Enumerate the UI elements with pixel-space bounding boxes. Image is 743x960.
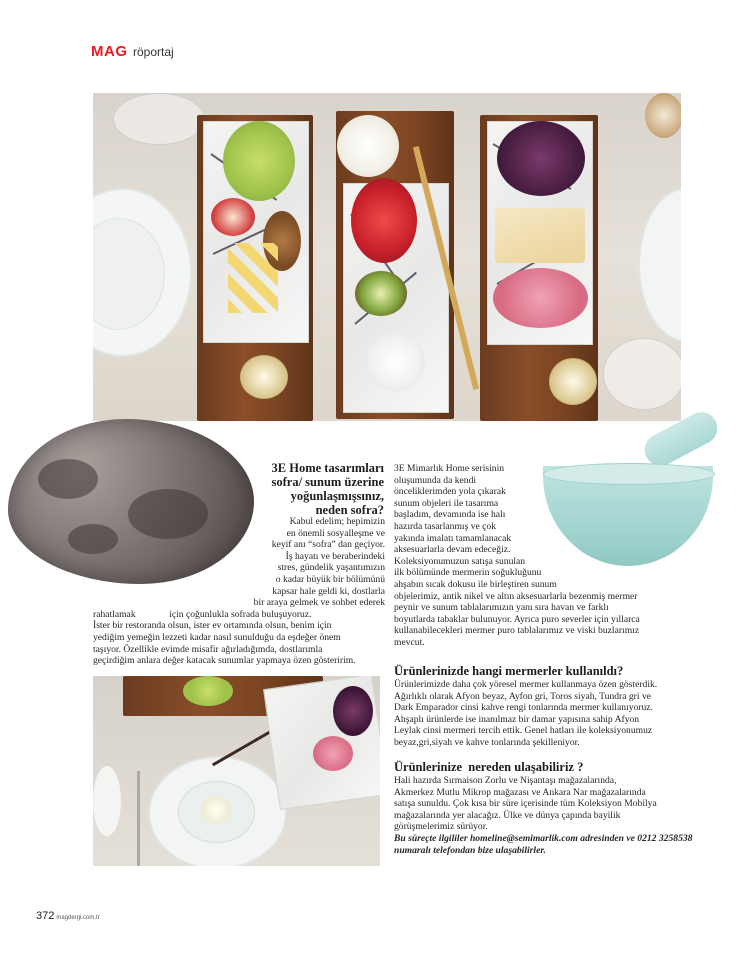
- bell-jar-3: [549, 358, 597, 405]
- intro-line: oluşumunda da kendi: [394, 474, 477, 486]
- answer-1-line: stres, gündelik yaşantımızın: [277, 562, 385, 574]
- answer-3-line: görüşmelerimiz sürüyor.: [394, 821, 488, 833]
- intro-line: sunum objeleri ile tasarıma: [394, 497, 499, 509]
- answer-1-line: en önemli sosyalleşme ve: [286, 527, 385, 539]
- grapes-green-small: [183, 676, 233, 706]
- intro-line: peynir ve sunum tablalarımızın yanı sıra havan ve farklı: [394, 602, 609, 614]
- answer-1-line: yediğim yemeğin lezzeti kadar nasıl sunulduğu da eşdeğer önem: [93, 631, 341, 643]
- grapes-green: [223, 121, 295, 201]
- page-number: 372: [36, 910, 55, 922]
- cheese-cubes: [228, 243, 278, 313]
- intro-line: hazırda tasarlanmış ve çok: [394, 520, 497, 532]
- answer-1-line: keyif anı “sofra” dan geçiyor.: [271, 539, 385, 551]
- answer-2-line: beyaz,gri,siyah ve kahve tonlarında şekilleniyor.: [394, 736, 580, 748]
- yogurt-bowl: [337, 115, 399, 177]
- site-url: magdergi.com.tr: [56, 915, 100, 921]
- answer-1-line: rahatlamak için çoğunlukla sofrada buluşuyoruz.: [93, 608, 312, 620]
- section-label: röportaj: [133, 45, 174, 59]
- agate-coaster: [645, 93, 681, 138]
- question-1: [256, 461, 384, 517]
- answer-3-line: satışa sunuldu. Çok kısa bir süre içerisinde tüm Koleksiyon Mobilya: [394, 798, 657, 810]
- answer-1-line: İş hayatı ve beraberindeki: [285, 550, 385, 562]
- question-1-line: 3E Home tasarımları: [271, 461, 384, 475]
- bell-jar-1: [240, 355, 288, 399]
- page-folio: [36, 910, 100, 922]
- napkin: [93, 766, 121, 836]
- answer-2-line: Ahşaplı ürünlerde ise inanılmaz bir damar yapısına sahip Afyon: [394, 713, 640, 725]
- intro-line: 3E Mimarlık Home serisinin: [394, 463, 505, 474]
- answer-1-line: geçirdiğim anlara değer katacak sunumlar yapmaya özen gösteririm.: [93, 655, 356, 667]
- intro-line: başladım, devamında ise halı: [394, 509, 506, 521]
- glass-left: [113, 93, 205, 145]
- answer-1-line: taşıyor. Özellikle evimde misafir ağırladığımda, dostlarımla: [93, 643, 323, 655]
- question-1-line: sofra/ sunum üzerine: [271, 475, 384, 489]
- answer-1-line: İster bir restoranda olsun, ister ev ortamında olsun, benim için: [93, 620, 332, 632]
- grapes-red-small: [333, 686, 373, 736]
- question-1-line: yoğunlaşmışsınız,: [290, 489, 384, 503]
- answer-2: [394, 679, 699, 749]
- intro-line: yakında imalatı tamamlanacak: [394, 532, 512, 544]
- stone-texture: [38, 459, 98, 499]
- glass-right: [603, 338, 681, 410]
- magazine-logo: MAG: [91, 43, 128, 60]
- question-3: Ürünlerinize nereden ulaşabiliriz ?: [394, 760, 584, 774]
- kiwi-slices: [355, 271, 407, 316]
- answer-3-line: mağazalarında yer alacağız. Ülke ve dünya çapında bayilik: [394, 809, 621, 821]
- answer-2-line: Ürünlerimizde daha çok yöresel mermer kullanmaya özen gösterdik.: [394, 679, 658, 690]
- answer-3-line: Hali hazırda Sırmaison Zorlu ve Nişantaşı mağazalarında,: [394, 775, 617, 786]
- flower-ornament: [201, 796, 231, 824]
- intro-line: ilk bölümünde mermerin soğukluğunu: [394, 567, 542, 579]
- answer-3-line: Akmerkez Mutlu Mikrop mağazası ve Ankara Nar mağazalarında: [394, 786, 646, 798]
- contact-line: numaralı telefondan bize ulaşabilirler.: [394, 844, 546, 856]
- strawberries: [351, 178, 417, 263]
- column-2-intro: [394, 463, 694, 649]
- question-2: Ürünlerinizde hangi mermerler kullanıldı?: [394, 664, 624, 678]
- intro-line: Koleksiyonumuzun satışa sunulan: [394, 555, 526, 567]
- intro-line: kullanabilecekleri mermer puro tablalarımız ve viski buzlarımız: [394, 625, 640, 637]
- cheese-slices: [495, 208, 585, 263]
- ham-small: [313, 736, 353, 771]
- answer-2-line: Ağırlıklı olarak Afyon beyaz, Ayfon gri, Toros siyah, Tundra gri ve: [394, 690, 652, 702]
- answer-3: [394, 775, 699, 856]
- intro-line: boyutlarda tabaklar bulunuyor. Ayrıca puro severler için yıllarca: [394, 613, 640, 625]
- answer-2-line: Leylak cinsi mermeri tercih ettik. Genel hatları ile koleksiyonumuz: [394, 725, 653, 737]
- answer-2-line: Dark Emparador cinsi kahve rengi tonlarında mermer kullanıyoruz.: [394, 702, 653, 714]
- answer-1-line: Kabul edelim; hepimizin: [289, 516, 385, 527]
- answer-1-line: bir araya gelmek ve sohbet ederek: [253, 597, 385, 609]
- answer-1-line: o kadar büyük bir bölümünü: [275, 573, 385, 585]
- intro-line: önceliklerimden yola çıkarak: [394, 486, 506, 498]
- answer-1-line: kapsar hale geldi ki, dostlarla: [272, 585, 385, 597]
- intro-line: mevcut.: [394, 636, 425, 648]
- answer-1: [93, 516, 385, 667]
- fork: [137, 771, 140, 866]
- main-photo: [93, 93, 681, 421]
- meringues: [365, 333, 425, 391]
- apple-slices: [211, 198, 255, 236]
- intro-line: ahşabın sıcak dokusu ile birleştiren sunum: [394, 578, 557, 590]
- grapes-red: [497, 121, 585, 196]
- intro-line: objelerimiz, antik nikel ve altın aksesuarlarla bezenmiş mermer: [394, 590, 638, 602]
- ham-slices: [493, 268, 588, 328]
- bottom-photo: [93, 676, 380, 866]
- question-1-line: neden sofra?: [315, 503, 384, 517]
- contact-line: Bu süreçte ilgililer homeline@semimarlik.com adresinden ve 0212 3258538: [394, 832, 693, 844]
- plate-right: [638, 188, 681, 342]
- intro-line: aksesuarlarla devam edeceğiz.: [394, 544, 511, 556]
